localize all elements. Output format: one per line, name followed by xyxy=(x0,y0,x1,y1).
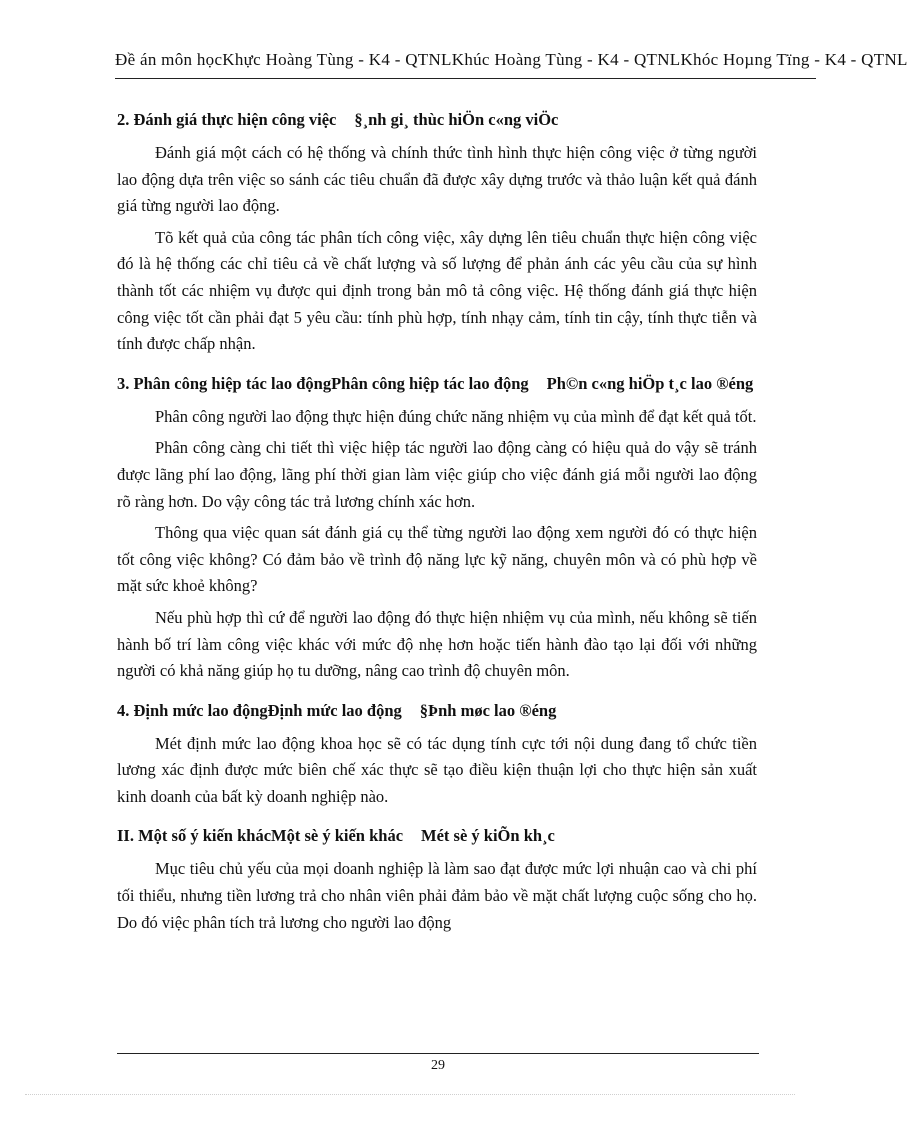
paragraph: Phân công người lao động thực hiện đúng chức năng nhiệm vụ của mình để đạt kết quả tốt. xyxy=(155,406,757,426)
header-divider xyxy=(115,78,816,79)
paragraph: Mét định mức lao động khoa học sẽ có tác dụng tính cực tới nội dung đang tổ chức tiền lương xác định được mức biên chế xác thực sẽ tạo điều kiện thuận lợi cho thực hiện sản xuất kinh doanh của bất kỳ doanh nghiệp nào. xyxy=(117,733,757,806)
section-y-kien-khac xyxy=(117,824,757,936)
paragraph: Nếu phù hợp thì cứ để người lao động đó thực hiện nhiệm vụ của mình, nếu không sẽ tiến hành bố trí làm công việc khác với mức độ nhẹ hơn hoặc tiến hành đào tạo lại đối với những người có khả năng giúp họ tu dưỡng, nâng cao trình độ chuyên môn. xyxy=(117,607,757,681)
document-body xyxy=(117,108,757,941)
footer-divider xyxy=(117,1053,759,1054)
running-header: Đề án môn họcKhực Hoàng Tùng - K4 - QTNLKhúc Hoàng Tùng - K4 - QTNLKhóc Hoµng Tïng - K4 - QTNL xyxy=(115,50,908,69)
section-dinh-muc xyxy=(117,699,757,811)
page-number: 29 xyxy=(431,1058,445,1073)
paragraph: Phân công càng chi tiết thì việc hiệp tác người lao động càng có hiệu quả do vậy sẽ tránh được lãng phí lao động, lãng phí thời gian làm việc giúp cho việc đánh giá mỗi người lao động rõ ràng hơn. Do vậy công tác trả lương chính xác hơn. xyxy=(117,438,757,511)
section-phan-cong xyxy=(117,372,757,685)
section-heading: II. Một số ý kiến khácMột sè ý kiến khác Mét sè ý kiÕn kh¸c xyxy=(117,826,555,846)
section-danh-gia xyxy=(117,108,757,358)
paragraph: Tõ kết quả của công tác phân tích công việc, xây dựng lên tiêu chuẩn thực hiện công việc đó là hệ thống các chỉ tiêu cả về chất lượng và số lượng để phản ánh các yêu cầu của sự hình thành tốt các nhiệm vụ được qui định trong bản mô tả công việc. Hệ thống đánh giá thực hiện công việc tốt cần phải đạt 5 yêu cầu: tính phù hợp, tính nhạy cảm, tính tin cậy, tính thực tiễn và tính được chấp nhận. xyxy=(117,227,757,354)
paragraph: Thông qua việc quan sát đánh giá cụ thể từng người lao động xem người đó có thực hiện tốt công việc không? Có đảm bảo về trình độ năng lực kỹ năng, chuyên môn và có phù hợp về mặt sức khoẻ không? xyxy=(117,523,757,596)
section-heading: 4. Định mức lao độngĐịnh mức lao động §Þnh møc lao ®éng xyxy=(117,700,557,720)
paragraph: Đánh giá một cách có hệ thống và chính thức tình hình thực hiện công việc ở từng người lao động dựa trên việc so sánh các tiêu chuẩn đã được xây dựng trước và thảo luận kết quả đánh giá từng người lao động. xyxy=(117,143,757,216)
section-heading: 3. Phân công hiệp tác lao độngPhân công hiệp tác lao động Ph©n c«ng hiÖp t¸c lao ®éng xyxy=(117,373,754,393)
section-heading: 2. Đánh giá thực hiện công việc §¸nh gi¸ thùc hiÖn c«ng viÖc xyxy=(117,110,559,129)
paragraph: Mục tiêu chủ yếu của mọi doanh nghiệp là làm sao đạt được mức lợi nhuận cao và chi phí tối thiểu, nhưng tiền lương trả cho nhân viên phải đảm bảo về mặt chất lượng cuộc sống cho họ. Do đó việc phân tích trả lương cho người lao động xyxy=(117,859,757,932)
page-edge-divider xyxy=(25,1094,795,1095)
